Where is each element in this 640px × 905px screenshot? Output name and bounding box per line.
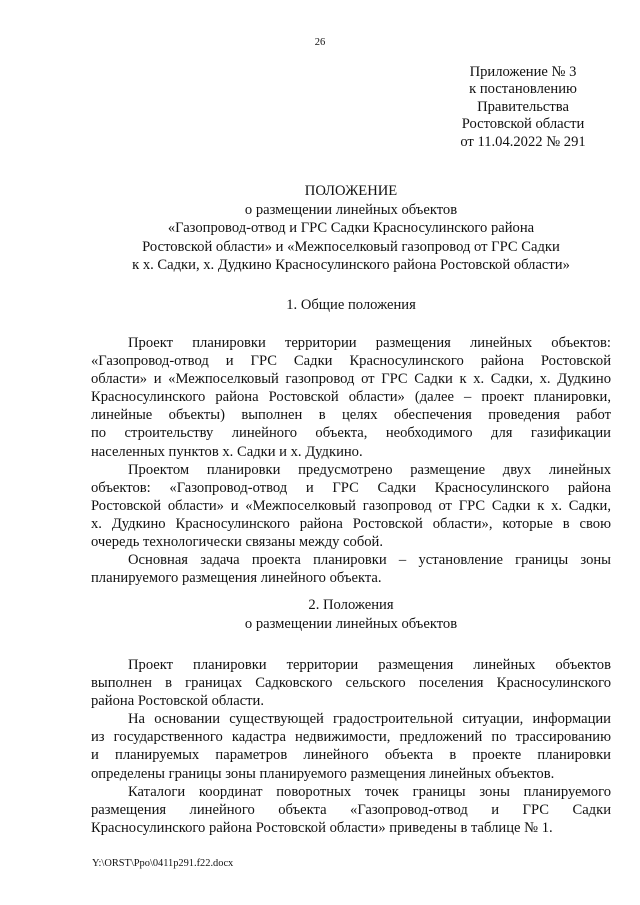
text-line: очередь технологически связаны между собой.: [91, 534, 384, 551]
annex-line: Приложение № 3: [469, 64, 577, 80]
text-line: размещения линейного объекта «Газопровод-отвод и ГРС Садки: [91, 801, 611, 818]
text-line: Красносулинского района Ростовской области» приведены в таблице № 1.: [91, 819, 553, 836]
text-line: Ростовской области» и «Межпоселковый газопровод от ГРС Садки к х. Садки,: [91, 497, 611, 514]
title-line: ПОЛОЖЕНИЕ: [304, 183, 398, 199]
paragraph: [91, 783, 611, 837]
section-1-body: [91, 334, 611, 587]
text-line: Проектом планировки предусмотрено размещение двух линейных: [128, 461, 611, 478]
title-line: о размещении линейных объектов: [244, 201, 458, 218]
text-line: линейные объекты) выполнен в целях обеспечения проведения работ: [91, 407, 611, 424]
text-line: «Газопровод-отвод и ГРС Садки Красносулинского района Ростовской: [91, 353, 611, 370]
title-line: «Газопровод-отвод и ГРС Садки Красносулинского района: [167, 220, 535, 237]
footer-file-path: Y:\ORST\Ppo\0411p291.f22.docx: [92, 858, 234, 869]
title-line: к х. Садки, х. Дудкино Красносулинского района Ростовской области»: [132, 257, 570, 274]
section-heading: о размещении линейных объектов: [244, 615, 458, 632]
section-2-body: [91, 656, 611, 837]
text-line: области» и «Межпоселковый газопровод от ГРС Садки к х. Садки, х. Дудкино: [91, 371, 611, 388]
paragraph: [91, 551, 611, 587]
text-line: Проект планировки территории размещения линейных объектов:: [128, 335, 611, 351]
text-line: объектов: «Газопровод-отвод и ГРС Садки Красносулинского района: [91, 479, 611, 496]
text-line: определены границы зоны планируемого размещения линейных объектов.: [91, 765, 555, 782]
paragraph: [91, 334, 611, 461]
annex-line: Ростовской области: [461, 116, 585, 133]
text-line: выполнен в границах Садковского сельского поселения Красносулинского: [91, 675, 611, 692]
paragraph: [91, 461, 611, 551]
text-line: и планируемых параметров линейного объекта в проекте планировки: [91, 747, 611, 764]
annex-line: Правительства: [477, 98, 569, 115]
paragraph: [91, 710, 611, 782]
text-line: населенных пунктов х. Садки и х. Дудкино.: [91, 443, 363, 460]
section-heading: 2. Положения: [308, 597, 394, 613]
page-number: 26: [314, 37, 326, 48]
text-line: х. Дудкино Красносулинского района Ростовской области», которые в свою: [91, 515, 611, 532]
text-line: На основании существующей градостроительной ситуации, информации: [128, 711, 611, 728]
title-line: Ростовской области» и «Межпоселковый газопровод от ГРС Садки: [142, 238, 560, 255]
text-line: по строительству линейного объекта, необходимого для газификации: [91, 425, 611, 442]
section-heading: 1. Общие положения: [286, 297, 416, 313]
paragraph: [91, 656, 611, 710]
text-line: Проект планировки территории размещения линейных объектов: [128, 657, 611, 673]
text-line: Красносулинского района Ростовской области» (далее – проект планировки,: [91, 389, 611, 406]
text-line: из государственного кадастра недвижимости, предложений по трассированию: [91, 729, 611, 746]
text-line: Каталоги координат поворотных точек границы зоны планируемого: [128, 783, 611, 800]
document-title: [60, 182, 640, 275]
text-line: Основная задача проекта планировки – установление границы зоны: [128, 552, 611, 569]
section-2-heading: [60, 596, 640, 634]
text-line: района Ростовской области.: [91, 693, 265, 710]
annex-line: от 11.04.2022 № 291: [460, 133, 586, 150]
text-line: планируемого размещения линейного объекта.: [91, 570, 382, 587]
annex-line: к постановлению: [469, 81, 577, 98]
section-1-heading: [60, 296, 640, 315]
annex-header: [440, 64, 606, 151]
